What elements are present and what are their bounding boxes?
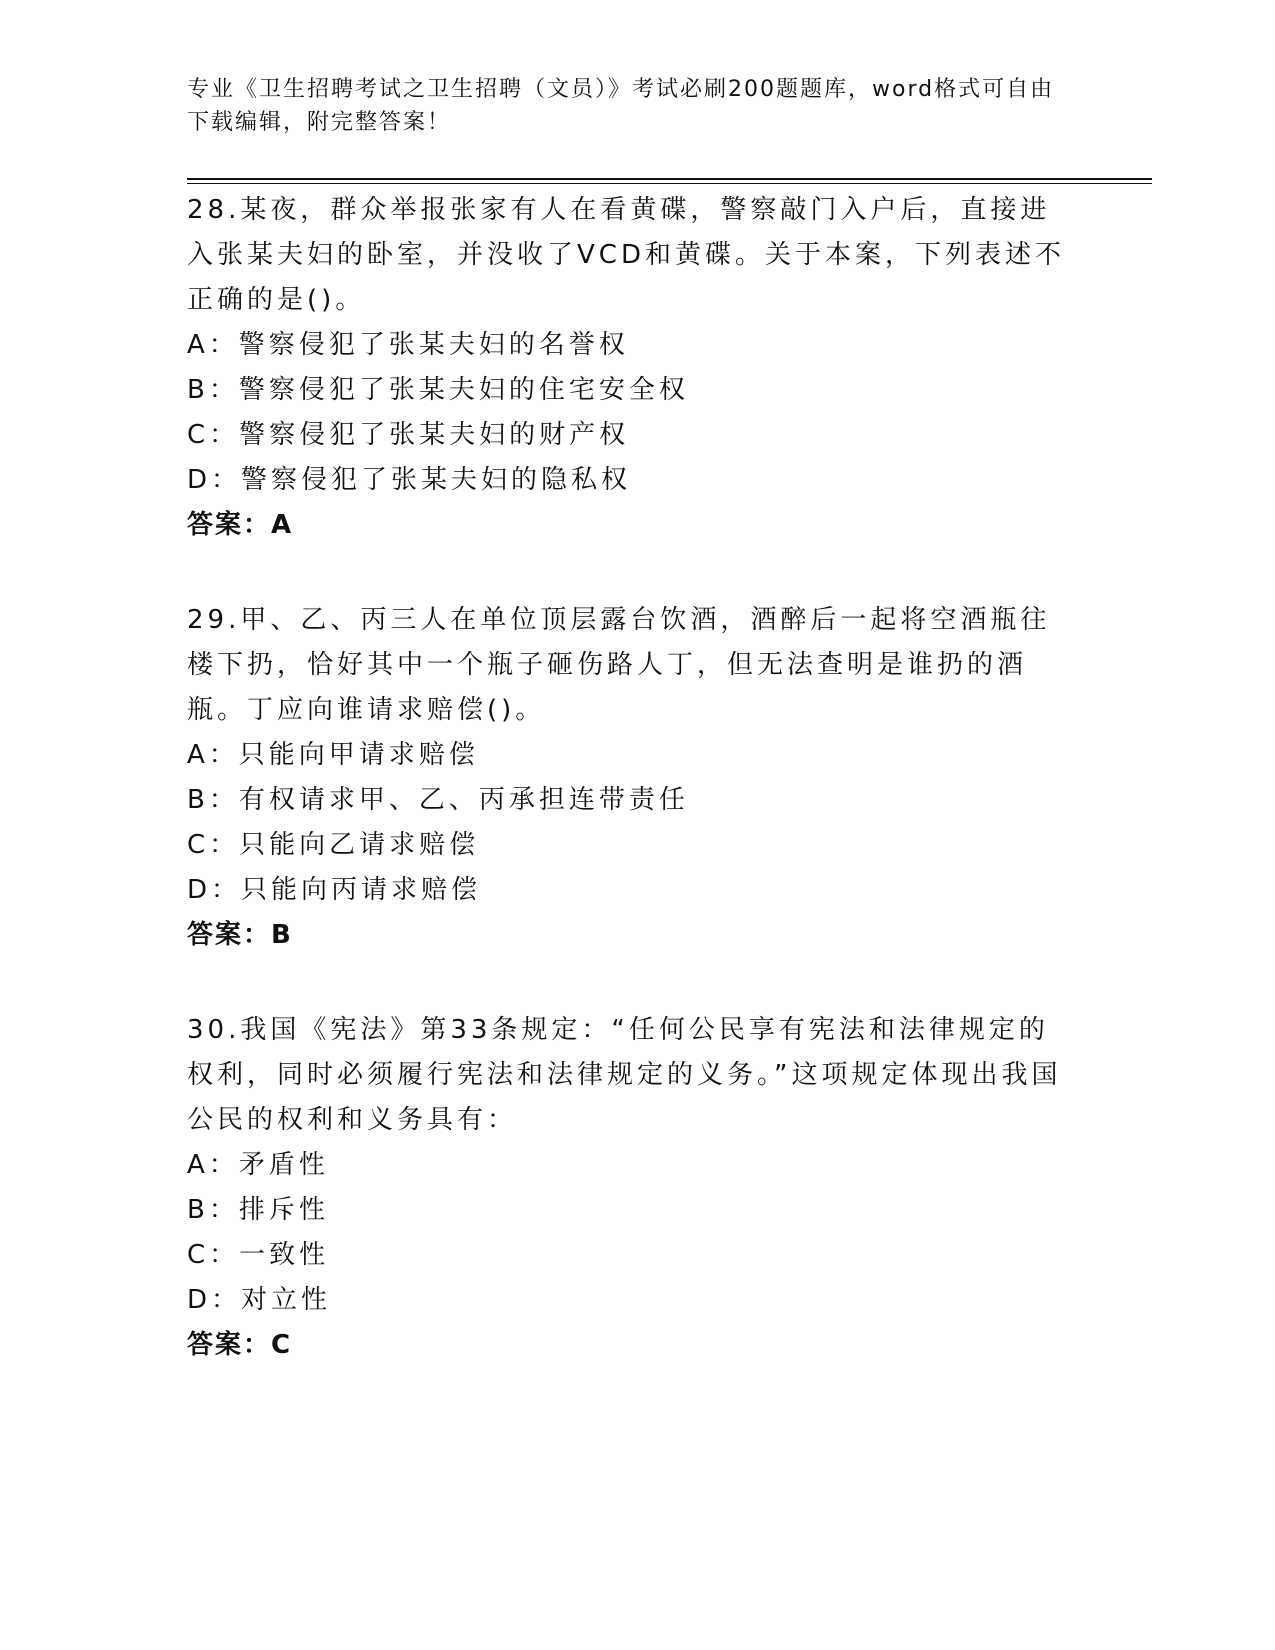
option-b: B：有权请求甲、乙、丙承担连带责任 [187, 785, 689, 815]
question-stem: 30.我国《宪法》第33条规定：“任何公民享有宪法和法律规定的权利，同时必须履行宪法和法律规定的义务。”这项规定体现出我国公民的权利和义务具有： [187, 1015, 1062, 1135]
answer-label: 答案：B [187, 920, 293, 950]
question-30 [187, 1008, 1067, 1368]
option-b: B：排斥性 [187, 1195, 329, 1225]
question-stem: 28.某夜，群众举报张家有人在看黄碟，警察敲门入户后，直接进入张某夫妇的卧室，并没收了VCD和黄碟。关于本案，下列表述不正确的是()。 [187, 195, 1065, 315]
option-d: D：对立性 [187, 1285, 332, 1315]
option-c: C：警察侵犯了张某夫妇的财产权 [187, 420, 630, 450]
question-stem: 29.甲、乙、丙三人在单位顶层露台饮酒，酒醉后一起将空酒瓶往楼下扔，恰好其中一个瓶子砸伤路人丁，但无法查明是谁扔的酒瓶。丁应向谁请求赔偿()。 [187, 605, 1051, 725]
question-29 [187, 598, 1067, 958]
option-b: B：警察侵犯了张某夫妇的住宅安全权 [187, 375, 689, 405]
document-header: 专业《卫生招聘考试之卫生招聘（文员）》考试必刷200题题库，word格式可自由下载编辑，附完整答案！ [187, 77, 1055, 135]
header-divider-thin [187, 183, 1152, 184]
option-a: A：警察侵犯了张某夫妇的名誉权 [187, 330, 629, 360]
option-c: C：一致性 [187, 1240, 330, 1270]
header-divider-thick [187, 178, 1152, 180]
option-a: A：矛盾性 [187, 1150, 329, 1180]
answer-label: 答案：C [187, 1330, 293, 1360]
option-a: A：只能向甲请求赔偿 [187, 740, 479, 770]
option-d: D：只能向丙请求赔偿 [187, 875, 482, 905]
question-28 [187, 188, 1067, 548]
answer-label: 答案：A [187, 510, 294, 540]
option-d: D：警察侵犯了张某夫妇的隐私权 [187, 465, 632, 495]
option-c: C：只能向乙请求赔偿 [187, 830, 480, 860]
